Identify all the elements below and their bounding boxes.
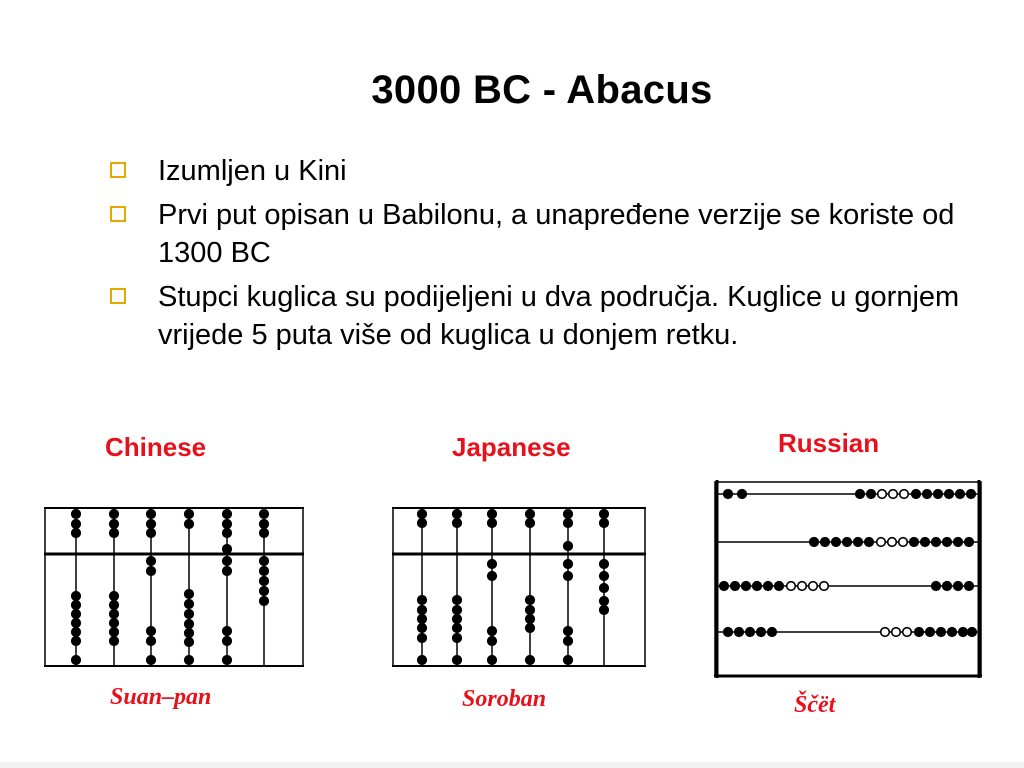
bullet-item xyxy=(110,152,970,190)
russian-label: Russian xyxy=(778,428,880,458)
russian-caption: Ščët xyxy=(794,692,836,718)
square-bullet-icon xyxy=(110,162,126,178)
square-bullet-icon xyxy=(110,206,126,222)
chinese-caption: Suan–pan xyxy=(110,684,212,710)
bullet-item xyxy=(110,196,970,272)
bullet-text: Prvi put opisan u Babilonu, a unapređene verzije se koriste od 1300 BC xyxy=(158,199,955,269)
bullet-item xyxy=(110,278,970,354)
chinese-label: Chinese xyxy=(105,432,207,462)
bullet-list xyxy=(110,152,970,360)
russian-abacus-image xyxy=(714,480,982,678)
bullet-text: Izumljen u Kini xyxy=(158,155,347,187)
japanese-abacus-image xyxy=(392,506,646,668)
slide-title: 3000 BC - Abacus xyxy=(371,68,713,112)
chinese-abacus-image xyxy=(44,506,304,668)
japanese-caption: Soroban xyxy=(462,686,547,712)
square-bullet-icon xyxy=(110,288,126,304)
bullet-text: Stupci kuglica su podijeljeni u dva područja. Kuglice u gornjem vrijede 5 puta više od kuglica u donjem retku. xyxy=(158,281,960,351)
footer-band xyxy=(0,762,1024,768)
japanese-label: Japanese xyxy=(452,432,571,462)
